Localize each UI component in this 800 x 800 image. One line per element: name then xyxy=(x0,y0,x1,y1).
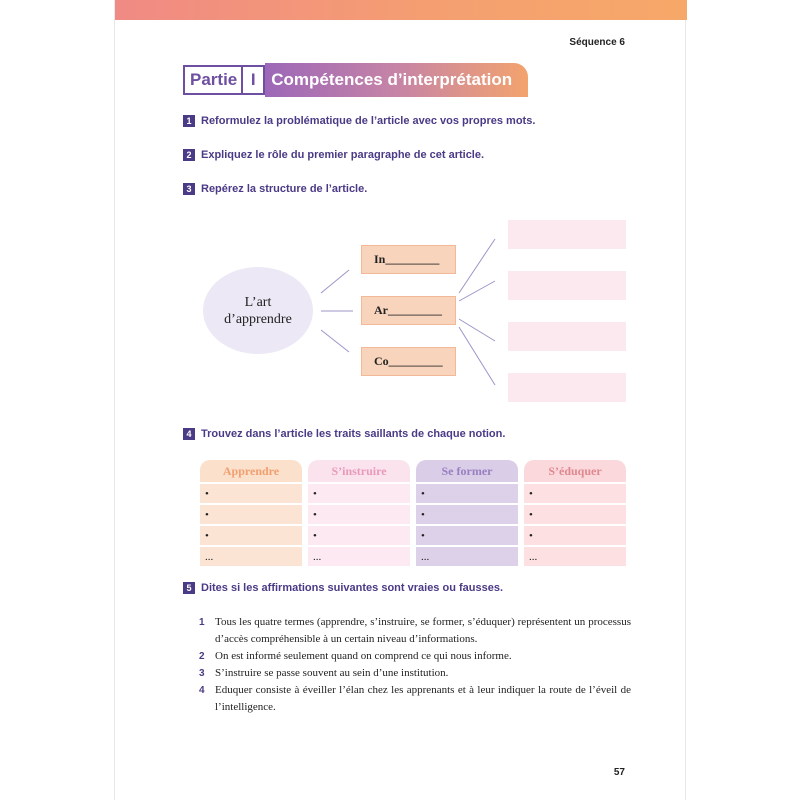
table-row[interactable]: • xyxy=(416,505,518,524)
notion-column-se-former xyxy=(416,460,518,566)
statement-item xyxy=(199,665,631,682)
question-4 xyxy=(183,428,505,440)
statement-text: S’instruire se passe souvent au sein d’une institution. xyxy=(215,667,449,679)
table-row[interactable]: • xyxy=(524,526,626,545)
central-concept xyxy=(203,267,313,354)
table-row[interactable]: • xyxy=(524,505,626,524)
answer-box[interactable] xyxy=(508,373,626,402)
column-header: Apprendre xyxy=(200,460,302,482)
question-text: Repérez la structure de l’article. xyxy=(201,183,368,195)
table-row[interactable]: • xyxy=(200,505,302,524)
statement-number: 3 xyxy=(199,668,205,679)
structure-diagram xyxy=(203,215,633,405)
table-row[interactable]: • xyxy=(308,505,410,524)
question-number: 2 xyxy=(183,149,195,161)
page-number: 57 xyxy=(613,767,625,778)
question-5 xyxy=(183,582,503,594)
connector-line xyxy=(459,319,495,341)
connector-line xyxy=(321,330,349,352)
part-title: Compétences d’interprétation xyxy=(265,63,528,97)
column-header: S’instruire xyxy=(308,460,410,482)
central-concept-line1: L’art xyxy=(244,294,272,310)
structure-box-conclusion[interactable]: Co_________ xyxy=(361,347,456,376)
part-header xyxy=(183,63,528,97)
question-text: Dites si les affirmations suivantes sont vraies ou fausses. xyxy=(201,582,504,594)
notion-column-apprendre xyxy=(200,460,302,566)
part-label: Partie xyxy=(183,65,243,95)
document-page xyxy=(114,0,686,800)
statement-item xyxy=(199,648,631,665)
question-number: 4 xyxy=(183,428,195,440)
column-header: S’éduquer xyxy=(524,460,626,482)
question-number: 1 xyxy=(183,115,195,127)
top-color-bar xyxy=(115,0,687,20)
statement-item xyxy=(199,614,631,648)
statement-number: 2 xyxy=(199,651,205,662)
answer-box[interactable] xyxy=(508,220,626,249)
part-number: I xyxy=(243,65,265,95)
question-text: Trouvez dans l’article les traits saillants de chaque notion. xyxy=(201,428,506,440)
table-row[interactable]: • xyxy=(308,526,410,545)
sequence-label: Séquence 6 xyxy=(569,37,625,48)
statement-text: On est informé seulement quand on comprend ce qui nous informe. xyxy=(215,650,512,662)
question-number: 5 xyxy=(183,582,195,594)
statement-number: 1 xyxy=(199,617,205,628)
statement-number: 4 xyxy=(199,685,205,696)
answer-box[interactable] xyxy=(508,322,626,351)
answer-box[interactable] xyxy=(508,271,626,300)
table-row[interactable]: ... xyxy=(524,547,626,566)
connector-line xyxy=(321,270,349,293)
statement-text: Tous les quatre termes (apprendre, s’instruire, se former, s’éduquer) représentent un processus d’accès compréhensible à un certain niveau d’informations. xyxy=(215,616,631,645)
question-text: Reformulez la problématique de l’article avec vos propres mots. xyxy=(201,115,536,127)
table-row[interactable]: • xyxy=(416,484,518,503)
table-row[interactable]: • xyxy=(308,484,410,503)
table-row[interactable]: ... xyxy=(416,547,518,566)
question-2 xyxy=(183,149,484,161)
question-number: 3 xyxy=(183,183,195,195)
table-row[interactable]: • xyxy=(200,484,302,503)
statement-item xyxy=(199,682,631,716)
notion-column-sinstruire xyxy=(308,460,410,566)
connector-line xyxy=(459,327,495,385)
table-row[interactable]: • xyxy=(524,484,626,503)
question-1 xyxy=(183,115,535,127)
question-3 xyxy=(183,183,367,195)
table-row[interactable]: • xyxy=(200,526,302,545)
column-header: Se former xyxy=(416,460,518,482)
question-text: Expliquez le rôle du premier paragraphe de cet article. xyxy=(201,149,485,161)
structure-box-argument[interactable]: Ar_________ xyxy=(361,296,456,325)
structure-box-intro[interactable]: In_________ xyxy=(361,245,456,274)
table-row[interactable]: • xyxy=(416,526,518,545)
statement-text: Eduquer consiste à éveiller l’élan chez les apprenants et à leur indiquer la route de l’éveil de l’intelligence. xyxy=(215,684,631,713)
notions-table xyxy=(200,460,626,566)
table-row[interactable]: ... xyxy=(200,547,302,566)
connector-line xyxy=(459,239,495,293)
table-row[interactable]: ... xyxy=(308,547,410,566)
statements-list xyxy=(199,614,631,716)
central-concept-line2: d’apprendre xyxy=(224,311,292,327)
notion-column-seduquer xyxy=(524,460,626,566)
